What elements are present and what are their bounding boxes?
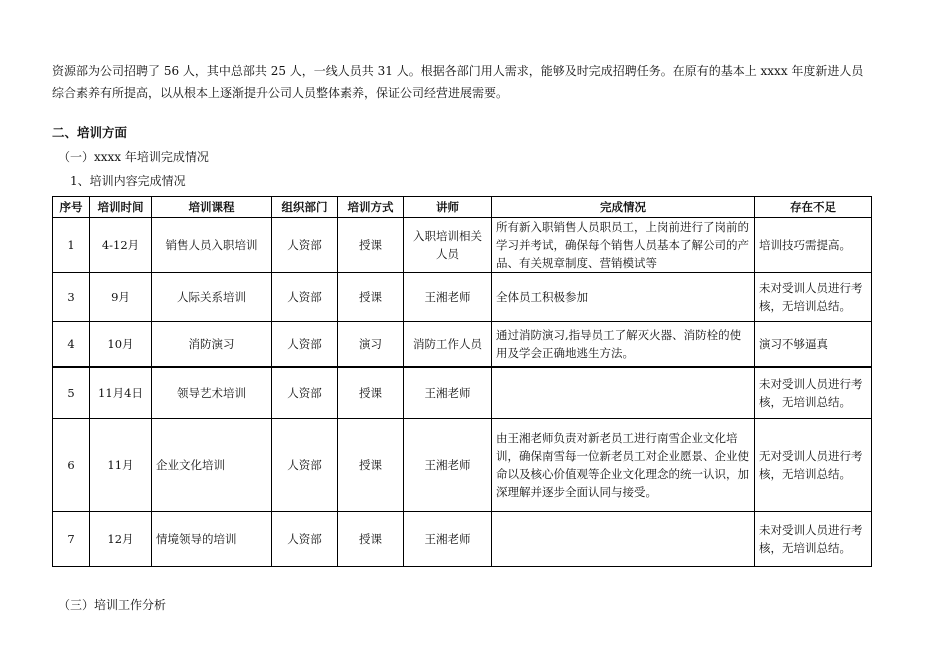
- cell-dept: 人资部: [272, 367, 338, 419]
- cell-result: [492, 367, 755, 419]
- table-row: [53, 218, 872, 273]
- cell-lecturer: 王湘老师: [404, 273, 492, 322]
- cell-no: 6: [53, 419, 90, 512]
- cell-time: 12月: [90, 512, 152, 567]
- cell-time: 10月: [90, 322, 152, 368]
- table-row: [53, 273, 872, 322]
- cell-method: 授课: [338, 512, 404, 567]
- cell-result: [492, 512, 755, 567]
- section-heading-training: 二、培训方面: [52, 125, 128, 140]
- cell-course: 企业文化培训: [152, 419, 272, 512]
- cell-course: 情境领导的培训: [152, 512, 272, 567]
- header-course: 培训课程: [152, 197, 272, 218]
- cell-lecturer: 入职培训相关人员: [404, 218, 492, 273]
- cell-dept: 人资部: [272, 218, 338, 273]
- cell-issue: 培训技巧需提高。: [755, 218, 872, 273]
- cell-no: 7: [53, 512, 90, 567]
- cell-method: 授课: [338, 273, 404, 322]
- cell-result: 通过消防演习,指导员工了解灭火器、消防栓的使用及学会正确地逃生方法。: [492, 322, 755, 368]
- table-row: [53, 419, 872, 512]
- section-heading-analysis: （三）培训工作分析: [58, 598, 167, 612]
- cell-course: 消防演习: [152, 322, 272, 368]
- cell-lecturer: 消防工作人员: [404, 322, 492, 368]
- cell-issue: 无对受训人员进行考核，无培训总结。: [755, 419, 872, 512]
- table-row: [53, 512, 872, 567]
- cell-dept: 人资部: [272, 273, 338, 322]
- cell-lecturer: 王湘老师: [404, 419, 492, 512]
- cell-dept: 人资部: [272, 512, 338, 567]
- cell-course: 人际关系培训: [152, 273, 272, 322]
- cell-no: 3: [53, 273, 90, 322]
- subheading-training-completion: （一）xxxx 年培训完成情况: [58, 150, 209, 164]
- cell-result: 由王湘老师负责对新老员工进行南雪企业文化培训，确保南雪每一位新老员工对企业愿景、企业使命以及核心价值观等企业文化理念的统一认识，加深理解并逐步全面认同与接受。: [492, 419, 755, 512]
- cell-method: 授课: [338, 218, 404, 273]
- cell-issue: 未对受训人员进行考核，无培训总结。: [755, 273, 872, 322]
- header-time: 培训时间: [90, 197, 152, 218]
- cell-time: 9月: [90, 273, 152, 322]
- intro-line-1: 资源部为公司招聘了 56 人，其中总部共 25 人，一线人员共 31 人。根据各部门用人需求，能够及时完成招聘任务。在原有的基本上 xxxx 年度新进人员: [52, 64, 864, 78]
- cell-dept: 人资部: [272, 419, 338, 512]
- cell-method: 授课: [338, 367, 404, 419]
- header-lecturer: 讲师: [404, 197, 492, 218]
- table-header-row: [53, 197, 872, 218]
- cell-time: 11月: [90, 419, 152, 512]
- header-dept: 组织部门: [272, 197, 338, 218]
- cell-lecturer: 王湘老师: [404, 367, 492, 419]
- cell-no: 4: [53, 322, 90, 368]
- header-result: 完成情况: [492, 197, 755, 218]
- training-table: [52, 196, 872, 567]
- table-row: [53, 367, 872, 419]
- cell-course: 领导艺术培训: [152, 367, 272, 419]
- header-method: 培训方式: [338, 197, 404, 218]
- header-no: 序号: [53, 197, 90, 218]
- header-issue: 存在不足: [755, 197, 872, 218]
- cell-no: 5: [53, 367, 90, 419]
- cell-issue: 未对受训人员进行考核，无培训总结。: [755, 512, 872, 567]
- table-row: [53, 322, 872, 368]
- cell-lecturer: 王湘老师: [404, 512, 492, 567]
- cell-method: 授课: [338, 419, 404, 512]
- intro-paragraph: [52, 60, 882, 104]
- cell-time: 11月4日: [90, 367, 152, 419]
- cell-issue: 未对受训人员进行考核，无培训总结。: [755, 367, 872, 419]
- cell-method: 演习: [338, 322, 404, 368]
- cell-course: 销售人员入职培训: [152, 218, 272, 273]
- cell-issue: 演习不够逼真: [755, 322, 872, 368]
- subheading-content-completion: 1、培训内容完成情况: [70, 174, 186, 188]
- cell-dept: 人资部: [272, 322, 338, 368]
- cell-no: 1: [53, 218, 90, 273]
- intro-line-2: 综合素养有所提高，以从根本上逐渐提升公司人员整体素养，保证公司经营进展需要。: [52, 86, 509, 100]
- cell-result: 全体员工积极参加: [492, 273, 755, 322]
- cell-result: 所有新入职销售人员职员工，上岗前进行了岗前的学习并考试，确保每个销售人员基本了解公司的产品、有关规章制度、营销模试等: [492, 218, 755, 273]
- cell-time: 4-12月: [90, 218, 152, 273]
